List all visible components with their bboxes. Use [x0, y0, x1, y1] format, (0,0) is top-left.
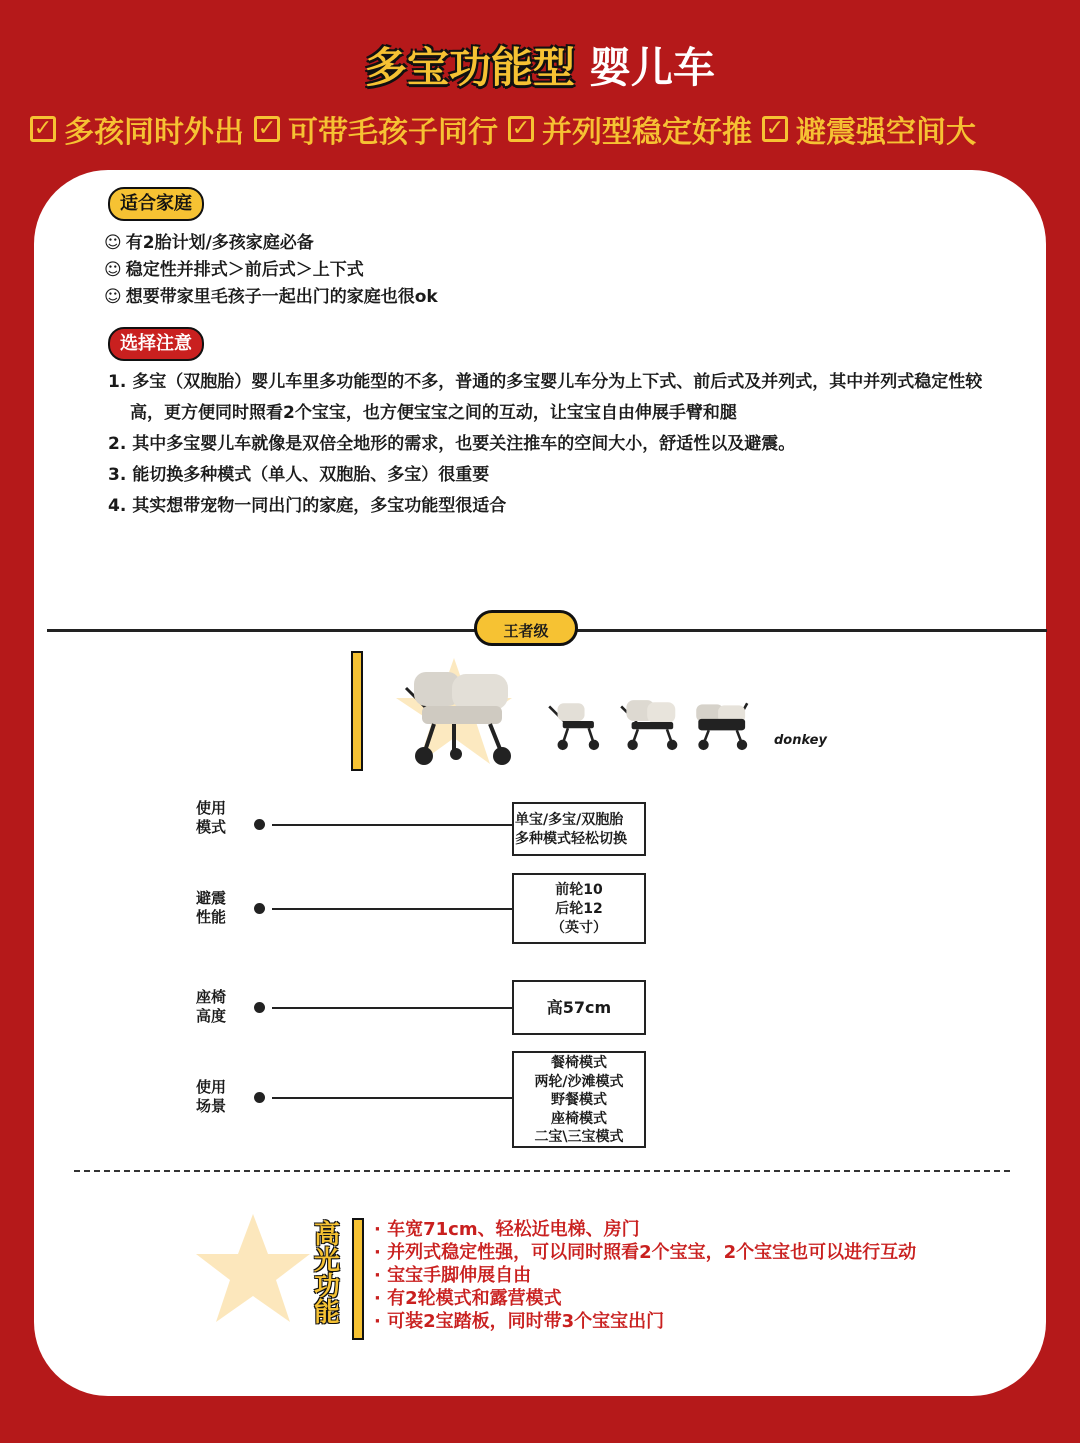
spec-dot [254, 1002, 265, 1013]
feature-checklist [30, 106, 1060, 152]
dashed-divider [74, 1170, 1010, 1172]
spec-dot [254, 1092, 265, 1103]
spec-value-seat-height: 高57cm [512, 980, 646, 1035]
list-item: · 宝宝手脚伸展自由 [374, 1265, 532, 1286]
family-pill: 适合家庭 [108, 187, 204, 221]
title-highlight: 多宝功能型 [364, 43, 575, 92]
list-item: 4. 其实想带宠物一同出门的家庭，多宝功能型很适合 [108, 496, 507, 516]
spec-connector [272, 824, 512, 826]
check-label: 可带毛孩子同行 [288, 115, 498, 150]
highlights-title: 高光功能 [313, 1220, 340, 1328]
stroller-mode-twin-image [621, 700, 677, 750]
check-item [254, 107, 498, 151]
spec-dot [254, 903, 265, 914]
spec-dot [254, 819, 265, 830]
stroller-images [394, 658, 764, 778]
check-item [30, 107, 244, 151]
check-item [508, 107, 752, 151]
checkbox-icon: ✓ [508, 116, 534, 142]
stroller-mode-bassinet-image [696, 703, 747, 750]
spec-connector [272, 908, 512, 910]
accent-bar [352, 1218, 364, 1340]
spec-value-mode: 单宝/多宝/双胞胎 多种模式轻松切换 [512, 802, 646, 856]
list-item: 1. 多宝（双胞胎）婴儿车里多功能型的不多，普通的多宝婴儿车分为上下式、前后式及并列式，其中并列式稳定性较高，更方便同时照看2个宝宝，也方便宝宝之间的互动，让宝宝自由伸展手臂和腿 [108, 372, 983, 423]
list-item: · 并列式稳定性强，可以同时照看2个宝宝，2个宝宝也可以进行互动 [374, 1242, 917, 1263]
check-label: 避震强空间大 [796, 115, 976, 150]
spec-connector [272, 1007, 512, 1009]
list-item: 2. 其中多宝婴儿车就像是双倍全地形的需求，也要关注推车的空间大小，舒适性以及避震。 [108, 434, 796, 454]
list-item: 3. 能切换多种模式（单人、双胞胎、多宝）很重要 [108, 465, 490, 485]
check-label: 并列型稳定好推 [542, 115, 752, 150]
list-item: ☺ 有2胎计划/多孩家庭必备 [104, 233, 314, 253]
highlights-list [374, 1218, 916, 1333]
notes-list [108, 367, 1008, 522]
check-item [762, 107, 976, 151]
spec-label-suspension: 避震 性能 [196, 889, 227, 926]
family-list [104, 230, 438, 311]
list-item: · 可装2宝踏板，同时带3个宝宝出门 [374, 1311, 665, 1332]
star-icon [194, 1212, 312, 1326]
spec-value-scenes: 餐椅模式 两轮/沙滩模式 野餐模式 座椅模式 二宝\三宝模式 [512, 1051, 646, 1148]
smile-icon: ☺ [104, 260, 122, 280]
spec-connector [272, 1097, 512, 1099]
check-label: 多孩同时外出 [64, 115, 244, 150]
level-badge: 王者级 [474, 610, 578, 646]
accent-bar [351, 651, 363, 771]
stroller-main-image [406, 672, 511, 765]
list-item: · 车宽71cm、轻松近电梯、房门 [374, 1219, 640, 1240]
smile-icon: ☺ [104, 287, 122, 307]
page-title [0, 40, 1080, 96]
product-name: donkey [774, 733, 827, 748]
spec-label-scenes: 使用 场景 [196, 1078, 227, 1115]
notes-pill: 选择注意 [108, 327, 204, 361]
checkbox-icon: ✓ [254, 116, 280, 142]
stroller-mode-single-image [549, 703, 599, 750]
checkbox-icon: ✓ [30, 116, 56, 142]
spec-label-seat-height: 座椅 高度 [196, 988, 227, 1025]
spec-value-suspension: 前轮10 后轮12 （英寸） [512, 873, 646, 944]
content-card [34, 170, 1046, 1396]
title-rest: 婴儿车 [589, 43, 716, 92]
checkbox-icon: ✓ [762, 116, 788, 142]
smile-icon: ☺ [104, 233, 122, 253]
spec-label-mode: 使用 模式 [196, 799, 227, 836]
list-item: ☺ 想要带家里毛孩子一起出门的家庭也很ok [104, 287, 438, 307]
list-item: ☺ 稳定性并排式＞前后式＞上下式 [104, 260, 364, 280]
list-item: · 有2轮模式和露营模式 [374, 1288, 562, 1309]
